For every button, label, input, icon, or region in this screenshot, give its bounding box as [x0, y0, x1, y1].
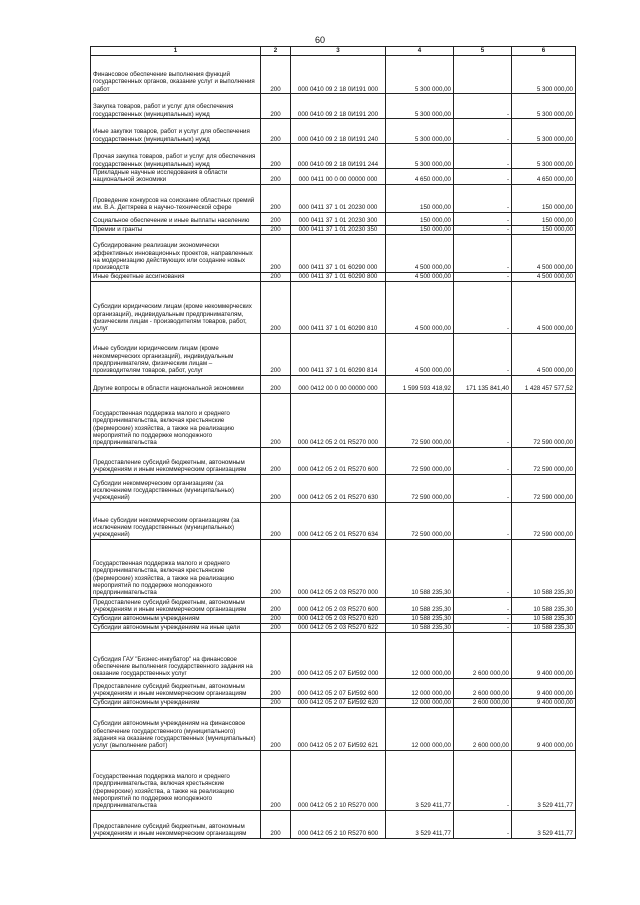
row-executed-cell: -: [454, 94, 512, 119]
row-remaining-cell: 9 400 000,00: [512, 632, 576, 678]
row-line-code-cell: 200: [261, 272, 291, 281]
row-line-code-cell: 200: [261, 623, 291, 632]
row-name-cell: Иные бюджетные ассигнования: [91, 272, 261, 281]
row-approved-cell: 5 300 000,00: [386, 119, 454, 144]
row-classification-code-cell: 000 0412 05 2 03 R5270 622: [291, 623, 386, 632]
row-approved-cell: 12 000 000,00: [386, 698, 454, 707]
row-approved-cell: 10 588 235,30: [386, 539, 454, 597]
table-row: [91, 56, 576, 94]
table-row: [91, 698, 576, 707]
row-classification-code-cell: 000 0412 05 2 07 БИ592 000: [291, 632, 386, 678]
row-line-code-cell: 200: [261, 502, 291, 539]
row-name-cell: Субсидии автономным учреждениям: [91, 614, 261, 623]
row-remaining-cell: 72 590 000,00: [512, 447, 576, 474]
table-row: [91, 333, 576, 375]
row-remaining-cell: 72 590 000,00: [512, 502, 576, 539]
row-executed-cell: -: [454, 447, 512, 474]
row-approved-cell: 4 650 000,00: [386, 169, 454, 185]
row-approved-cell: 12 000 000,00: [386, 678, 454, 698]
row-classification-code-cell: 000 0412 05 2 03 R5270 600: [291, 597, 386, 614]
row-classification-code-cell: 000 0412 05 2 10 R5270 600: [291, 810, 386, 838]
row-approved-cell: 150 000,00: [386, 184, 454, 212]
table-row: [91, 169, 576, 185]
row-classification-code-cell: 000 0411 37 1 01 20230 000: [291, 184, 386, 212]
row-classification-code-cell: 000 0412 05 2 03 R5270 000: [291, 539, 386, 597]
table-body: [91, 56, 576, 839]
row-approved-cell: 150 000,00: [386, 212, 454, 225]
table-row: [91, 678, 576, 698]
row-approved-cell: 72 590 000,00: [386, 502, 454, 539]
header-cell: 5: [454, 47, 512, 56]
row-executed-cell: 2 600 000,00: [454, 678, 512, 698]
row-executed-cell: -: [454, 539, 512, 597]
row-classification-code-cell: 000 0411 37 1 01 20230 350: [291, 225, 386, 234]
row-line-code-cell: 200: [261, 614, 291, 623]
row-executed-cell: -: [454, 333, 512, 375]
row-executed-cell: -: [454, 184, 512, 212]
row-remaining-cell: 9 400 000,00: [512, 678, 576, 698]
row-executed-cell: 2 600 000,00: [454, 632, 512, 678]
row-name-cell: Прикладные научные исследования в области национальной экономики: [91, 169, 261, 185]
header-cell: 2: [261, 47, 291, 56]
row-executed-cell: -: [454, 234, 512, 272]
row-line-code-cell: 200: [261, 698, 291, 707]
row-approved-cell: 4 500 000,00: [386, 234, 454, 272]
row-approved-cell: 10 588 235,30: [386, 597, 454, 614]
row-name-cell: Иные субсидии некоммерческим организациям (за исключением государственных (муниципальных) учреждений): [91, 502, 261, 539]
table-row: [91, 272, 576, 281]
row-name-cell: Предоставление субсидий бюджетным, автономным учреждениям и иным некоммерческим организациям: [91, 810, 261, 838]
page-number: 60: [314, 35, 325, 45]
row-executed-cell: -: [454, 212, 512, 225]
row-line-code-cell: 200: [261, 707, 291, 750]
header-cell: 6: [512, 47, 576, 56]
row-executed-cell: 2 600 000,00: [454, 707, 512, 750]
row-name-cell: Прочая закупка товаров, работ и услуг для обеспечения государственных (муниципальных) нужд: [91, 144, 261, 169]
row-classification-code-cell: 000 0410 09 2 18 0И191 244: [291, 144, 386, 169]
row-remaining-cell: 10 588 235,30: [512, 623, 576, 632]
table-row: [91, 447, 576, 474]
row-executed-cell: -: [454, 119, 512, 144]
row-line-code-cell: 200: [261, 212, 291, 225]
row-remaining-cell: 3 529 411,77: [512, 810, 576, 838]
row-line-code-cell: 200: [261, 94, 291, 119]
row-executed-cell: -: [454, 169, 512, 185]
row-line-code-cell: 200: [261, 597, 291, 614]
row-line-code-cell: 200: [261, 810, 291, 838]
row-remaining-cell: 1 428 457 577,52: [512, 375, 576, 393]
row-name-cell: Предоставление субсидий бюджетным, автономным учреждениям и иным некоммерческим организациям: [91, 678, 261, 698]
header-cell: 4: [386, 47, 454, 56]
table-row: [91, 393, 576, 447]
row-name-cell: Субсидии автономным учреждениям на иные цели: [91, 623, 261, 632]
row-approved-cell: 4 500 000,00: [386, 272, 454, 281]
row-approved-cell: 5 300 000,00: [386, 56, 454, 94]
row-classification-code-cell: 000 0411 37 1 01 60290 800: [291, 272, 386, 281]
header-row: [91, 47, 576, 56]
row-classification-code-cell: 000 0411 00 0 00 00000 000: [291, 169, 386, 185]
row-line-code-cell: 200: [261, 678, 291, 698]
row-classification-code-cell: 000 0412 05 2 07 БИ592 620: [291, 698, 386, 707]
row-remaining-cell: 5 300 000,00: [512, 94, 576, 119]
row-executed-cell: -: [454, 614, 512, 623]
table-row: [91, 212, 576, 225]
row-executed-cell: -: [454, 597, 512, 614]
row-classification-code-cell: 000 0411 37 1 01 20230 300: [291, 212, 386, 225]
row-classification-code-cell: 000 0411 37 1 01 60290 810: [291, 281, 386, 333]
row-classification-code-cell: 000 0410 09 2 18 0И191 200: [291, 94, 386, 119]
row-name-cell: Премии и гранты: [91, 225, 261, 234]
table-row: [91, 119, 576, 144]
row-line-code-cell: 200: [261, 169, 291, 185]
row-name-cell: Проведение конкурсов на соискание областных премий им. В.А. Дегтярева в научно-технической сфере: [91, 184, 261, 212]
row-name-cell: Иные субсидии юридическим лицам (кроме некоммерческих организаций), индивидуальным предпринимателям, физическим лицам – производителям товаров, работ, услуг: [91, 333, 261, 375]
row-line-code-cell: 200: [261, 375, 291, 393]
row-name-cell: Закупка товаров, работ и услуг для обеспечения государственных (муниципальных) нужд: [91, 94, 261, 119]
row-name-cell: Другие вопросы в области национальной экономики: [91, 375, 261, 393]
row-name-cell: Предоставление субсидий бюджетным, автономным учреждениям и иным некоммерческим организациям: [91, 597, 261, 614]
row-approved-cell: 4 500 000,00: [386, 281, 454, 333]
row-executed-cell: -: [454, 750, 512, 810]
row-remaining-cell: 4 500 000,00: [512, 333, 576, 375]
row-approved-cell: 3 529 411,77: [386, 810, 454, 838]
table-row: [91, 750, 576, 810]
row-line-code-cell: 200: [261, 225, 291, 234]
budget-table: [90, 46, 576, 839]
row-approved-cell: 72 590 000,00: [386, 474, 454, 502]
row-executed-cell: -: [454, 474, 512, 502]
row-approved-cell: 150 000,00: [386, 225, 454, 234]
row-name-cell: Субсидия ГАУ "Бизнес-инкубатор" на финансовое обеспечение выполнения государственного задания на оказание государственных услуг: [91, 632, 261, 678]
row-executed-cell: -: [454, 281, 512, 333]
row-line-code-cell: 200: [261, 144, 291, 169]
row-name-cell: Предоставление субсидий бюджетным, автономным учреждениям и иным некоммерческим организациям: [91, 447, 261, 474]
row-name-cell: Социальное обеспечение и иные выплаты населению: [91, 212, 261, 225]
row-line-code-cell: 200: [261, 56, 291, 94]
row-remaining-cell: 72 590 000,00: [512, 393, 576, 447]
row-line-code-cell: 200: [261, 333, 291, 375]
row-remaining-cell: 9 400 000,00: [512, 707, 576, 750]
row-approved-cell: 4 500 000,00: [386, 333, 454, 375]
row-name-cell: Субсидии некоммерческим организациям (за исключением государственных (муниципальных) учреждений): [91, 474, 261, 502]
row-classification-code-cell: 000 0412 05 2 07 БИ592 600: [291, 678, 386, 698]
row-classification-code-cell: 000 0412 05 2 03 R5270 620: [291, 614, 386, 623]
row-remaining-cell: 150 000,00: [512, 212, 576, 225]
row-name-cell: Субсидирование реализации экономически эффективных инновационных проектов, направленных на модернизацию действующих или создание новых производств: [91, 234, 261, 272]
row-executed-cell: -: [454, 502, 512, 539]
row-remaining-cell: 150 000,00: [512, 225, 576, 234]
row-remaining-cell: 10 588 235,30: [512, 597, 576, 614]
row-remaining-cell: 9 400 000,00: [512, 698, 576, 707]
table-row: [91, 184, 576, 212]
row-approved-cell: 5 300 000,00: [386, 144, 454, 169]
table-row: [91, 632, 576, 678]
row-line-code-cell: 200: [261, 750, 291, 810]
row-remaining-cell: 4 650 000,00: [512, 169, 576, 185]
row-remaining-cell: 5 300 000,00: [512, 144, 576, 169]
row-executed-cell: -: [454, 393, 512, 447]
row-remaining-cell: 10 588 235,30: [512, 614, 576, 623]
table-row: [91, 144, 576, 169]
row-classification-code-cell: 000 0412 05 2 07 БИ592 621: [291, 707, 386, 750]
row-executed-cell: -: [454, 272, 512, 281]
row-line-code-cell: 200: [261, 119, 291, 144]
row-executed-cell: 171 135 841,40: [454, 375, 512, 393]
row-classification-code-cell: 000 0412 05 2 10 R5270 000: [291, 750, 386, 810]
row-name-cell: Иные закупки товаров, работ и услуг для обеспечения государственных (муниципальных) нужд: [91, 119, 261, 144]
table-row: [91, 810, 576, 838]
row-line-code-cell: 200: [261, 184, 291, 212]
row-name-cell: Государственная поддержка малого и среднего предпринимательства, включая крестьянские (фермерские) хозяйства, а также на реализацию мероприятий по поддержке молодежного предпринимательства: [91, 393, 261, 447]
row-name-cell: Финансовое обеспечение выполнения функций государственных органов, оказание услуг и выполнения работ: [91, 56, 261, 94]
row-executed-cell: -: [454, 623, 512, 632]
row-classification-code-cell: 000 0412 05 2 01 R5270 000: [291, 393, 386, 447]
table-row: [91, 474, 576, 502]
row-line-code-cell: 200: [261, 474, 291, 502]
row-line-code-cell: 200: [261, 539, 291, 597]
table-row: [91, 375, 576, 393]
row-name-cell: Государственная поддержка малого и среднего предпринимательства, включая крестьянские (фермерские) хозяйства, а также на реализацию мероприятий по поддержке молодежного предпринимательства: [91, 750, 261, 810]
table-row: [91, 707, 576, 750]
table-row: [91, 597, 576, 614]
row-approved-cell: 72 590 000,00: [386, 447, 454, 474]
row-remaining-cell: 150 000,00: [512, 184, 576, 212]
row-approved-cell: 12 000 000,00: [386, 632, 454, 678]
row-approved-cell: 12 000 000,00: [386, 707, 454, 750]
table-row: [91, 234, 576, 272]
table-row: [91, 539, 576, 597]
header-cell: 3: [291, 47, 386, 56]
row-remaining-cell: 4 500 000,00: [512, 272, 576, 281]
row-remaining-cell: 5 300 000,00: [512, 119, 576, 144]
row-classification-code-cell: 000 0411 37 1 01 60290 814: [291, 333, 386, 375]
table-row: [91, 281, 576, 333]
table-row: [91, 225, 576, 234]
row-approved-cell: 72 590 000,00: [386, 393, 454, 447]
row-executed-cell: -: [454, 144, 512, 169]
row-executed-cell: -: [454, 225, 512, 234]
row-line-code-cell: 200: [261, 281, 291, 333]
row-line-code-cell: 200: [261, 234, 291, 272]
row-remaining-cell: 5 300 000,00: [512, 56, 576, 94]
table-row: [91, 614, 576, 623]
row-classification-code-cell: 000 0412 05 2 01 R5270 634: [291, 502, 386, 539]
row-name-cell: Субсидии автономным учреждениям: [91, 698, 261, 707]
table-row: [91, 502, 576, 539]
row-classification-code-cell: 000 0412 05 2 01 R5270 630: [291, 474, 386, 502]
row-approved-cell: 1 599 593 418,92: [386, 375, 454, 393]
row-approved-cell: 10 588 235,30: [386, 614, 454, 623]
table-row: [91, 94, 576, 119]
row-line-code-cell: 200: [261, 632, 291, 678]
row-classification-code-cell: 000 0410 09 2 18 0И191 000: [291, 56, 386, 94]
row-line-code-cell: 200: [261, 393, 291, 447]
header-cell: 1: [91, 47, 261, 56]
row-remaining-cell: 3 529 411,77: [512, 750, 576, 810]
row-classification-code-cell: 000 0410 09 2 18 0И191 240: [291, 119, 386, 144]
row-executed-cell: -: [454, 810, 512, 838]
table-row: [91, 623, 576, 632]
row-executed-cell: 2 600 000,00: [454, 698, 512, 707]
row-classification-code-cell: 000 0412 05 2 01 R5270 600: [291, 447, 386, 474]
row-approved-cell: 3 529 411,77: [386, 750, 454, 810]
row-name-cell: Субсидии автономным учреждениям на финансовое обеспечение государственного (муниципального) задания на оказание государственных (муниципальных) услуг (выполнение работ): [91, 707, 261, 750]
row-approved-cell: 10 588 235,30: [386, 623, 454, 632]
row-classification-code-cell: 000 0412 00 0 00 00000 000: [291, 375, 386, 393]
row-line-code-cell: 200: [261, 447, 291, 474]
row-classification-code-cell: 000 0411 37 1 01 60290 000: [291, 234, 386, 272]
row-remaining-cell: 10 588 235,30: [512, 539, 576, 597]
row-name-cell: Субсидии юридическим лицам (кроме некоммерческих организаций), индивидуальным предпринимателям, физическим лицам - производителям товаров, работ, услуг: [91, 281, 261, 333]
row-name-cell: Государственная поддержка малого и среднего предпринимательства, включая крестьянские (фермерские) хозяйства, а также на реализацию мероприятий по поддержке молодежного предпринимательства: [91, 539, 261, 597]
row-remaining-cell: 4 500 000,00: [512, 281, 576, 333]
row-remaining-cell: 72 590 000,00: [512, 474, 576, 502]
row-approved-cell: 5 300 000,00: [386, 94, 454, 119]
row-remaining-cell: 4 500 000,00: [512, 234, 576, 272]
row-executed-cell: [454, 56, 512, 94]
